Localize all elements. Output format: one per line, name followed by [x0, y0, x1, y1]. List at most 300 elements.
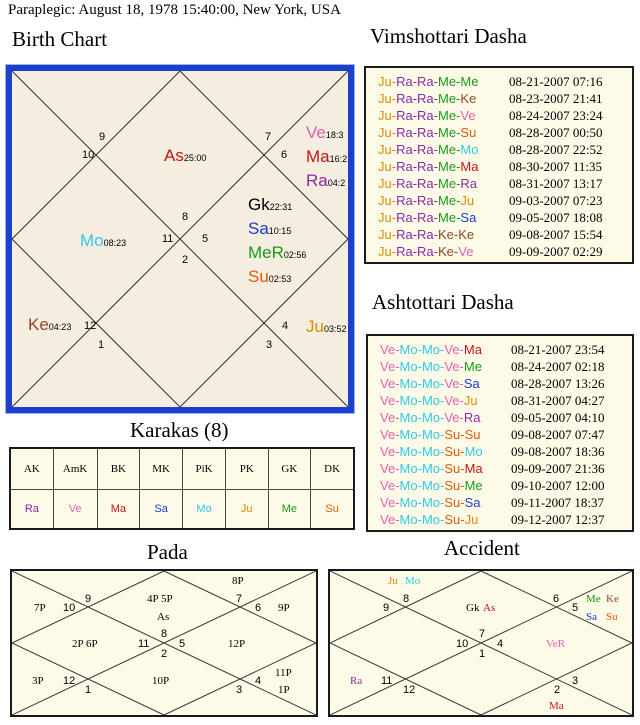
- karaka-value: Ra: [10, 490, 53, 530]
- separator: -: [456, 108, 461, 123]
- separator: -: [412, 210, 418, 225]
- separator: -: [417, 342, 422, 357]
- planet-degree: 08:23: [103, 238, 127, 248]
- separator: -: [395, 342, 400, 357]
- pada-label: As: [157, 611, 170, 623]
- dasha-date: 08-28-2007 22:52: [509, 142, 603, 157]
- separator: -: [417, 393, 422, 408]
- planet-abbrev: Mo: [399, 410, 418, 425]
- planet-degree: 18:3: [325, 130, 344, 140]
- dasha-period-code: [378, 244, 473, 259]
- separator: -: [395, 359, 400, 374]
- separator: -: [460, 427, 465, 442]
- separator: -: [453, 227, 459, 242]
- accident-label: Su: [606, 611, 618, 623]
- separator: -: [440, 410, 445, 425]
- house-number: 4: [497, 638, 504, 650]
- planet-abbrev: Ve: [444, 393, 460, 408]
- karaka-header: BK: [97, 448, 140, 490]
- planet-abbrev: Ra: [417, 193, 434, 208]
- dasha-period-code: [378, 142, 478, 157]
- dasha-date: 08-31-2007 13:17: [509, 176, 603, 191]
- planet-label: [248, 243, 306, 263]
- dasha-date: 08-24-2007 02:18: [511, 359, 605, 374]
- pada-label: 2P 6P: [72, 638, 98, 650]
- planet-label: [306, 147, 347, 167]
- separator: -: [412, 91, 418, 106]
- planet-abbrev: Mo: [399, 427, 418, 442]
- separator: -: [395, 376, 400, 391]
- karakas-value-row: [10, 490, 354, 530]
- planet-abbrev: Mo: [399, 461, 418, 476]
- planet-abbrev: Su: [464, 427, 481, 442]
- planet-abbrev: Ra: [396, 142, 413, 157]
- dasha-period-code: [380, 495, 481, 510]
- house-number: 9: [383, 602, 390, 614]
- planet-abbrev: Ve: [444, 342, 460, 357]
- planet-abbrev: Ju: [378, 176, 392, 191]
- planet-abbrev: Sa: [460, 210, 477, 225]
- planet-abbrev: Ju: [378, 108, 392, 123]
- planet-abbrev: Ra: [417, 227, 434, 242]
- planet-abbrev: Ve: [444, 359, 460, 374]
- planet-abbrev: Me: [438, 74, 457, 89]
- planet-abbrev: Mo: [399, 393, 418, 408]
- karaka-value: Ve: [53, 490, 97, 530]
- planet-abbrev: Me: [463, 359, 482, 374]
- planet-abbrev: Su: [444, 495, 461, 510]
- dasha-date: 08-24-2007 23:24: [509, 108, 603, 123]
- separator: -: [417, 410, 422, 425]
- separator: -: [417, 478, 422, 493]
- planet-abbrev: Ve: [460, 108, 476, 123]
- planet-abbrev: Ra: [396, 176, 413, 191]
- planet-abbrev: Ve: [380, 444, 396, 459]
- dasha-period-code: [378, 176, 477, 191]
- planet-abbrev: Ju: [463, 393, 478, 408]
- pada-label: 10P: [152, 675, 170, 687]
- house-number: 2: [554, 684, 561, 696]
- pada-label: 4P 5P: [147, 593, 173, 605]
- planet-abbrev: Mo: [421, 461, 440, 476]
- planet-abbrev: Mo: [399, 512, 418, 527]
- separator: -: [395, 427, 400, 442]
- accident-label: Ra: [350, 675, 363, 687]
- planet-abbrev: Sa: [463, 376, 480, 391]
- planet-abbrev: Su: [444, 512, 461, 527]
- planet-degree: 03:52: [323, 324, 347, 334]
- dasha-period-code: [380, 461, 483, 476]
- planet-abbrev: Me: [438, 193, 457, 208]
- separator: -: [391, 142, 397, 157]
- planet-abbrev: Mo: [399, 376, 418, 391]
- planet-name: Ke: [28, 315, 49, 334]
- birth-chart-title: Birth Chart: [12, 27, 108, 51]
- house-number: 5: [572, 602, 579, 614]
- planet-abbrev: Ke: [458, 227, 475, 242]
- planet-abbrev: Ra: [417, 210, 434, 225]
- dasha-period-code: [378, 193, 474, 208]
- separator: -: [391, 125, 397, 140]
- karakas-table: [9, 447, 355, 530]
- planet-abbrev: Ve: [380, 512, 396, 527]
- planet-name: MeR: [248, 243, 284, 262]
- house-number: 1: [98, 339, 105, 351]
- separator: -: [391, 108, 397, 123]
- separator: -: [395, 512, 400, 527]
- planet-abbrev: Ra: [417, 108, 434, 123]
- accident-label: VeR: [546, 638, 565, 650]
- planet-abbrev: Ve: [380, 376, 396, 391]
- planet-abbrev: Ra: [417, 159, 434, 174]
- planet-label: [248, 219, 291, 239]
- vimshottari-dasha-table: [364, 66, 634, 264]
- accident-chart: [328, 569, 634, 717]
- dasha-date: 08-28-2007 13:26: [511, 376, 605, 391]
- planet-abbrev: Ve: [380, 359, 396, 374]
- planet-abbrev: Mo: [399, 359, 418, 374]
- separator: -: [417, 512, 422, 527]
- separator: -: [456, 210, 461, 225]
- planet-abbrev: Ra: [417, 125, 434, 140]
- separator: -: [460, 512, 465, 527]
- separator: -: [412, 108, 418, 123]
- house-number: 1: [85, 684, 92, 696]
- separator: -: [460, 478, 465, 493]
- dasha-period-code: [380, 444, 483, 459]
- planet-abbrev: Ve: [380, 478, 396, 493]
- planet-name: Ra: [306, 171, 328, 190]
- vimshottari-title: Vimshottari Dasha: [370, 24, 527, 48]
- planet-abbrev: Me: [464, 478, 483, 493]
- planet-abbrev: Ve: [380, 461, 396, 476]
- planet-abbrev: Mo: [421, 478, 440, 493]
- planet-abbrev: Su: [444, 444, 461, 459]
- separator: -: [412, 125, 418, 140]
- karaka-header: GK: [268, 448, 311, 490]
- house-number: 6: [281, 149, 288, 161]
- planet-name: Ve: [306, 123, 326, 142]
- separator: -: [433, 193, 439, 208]
- planet-abbrev: Ju: [464, 512, 479, 527]
- separator: -: [456, 176, 461, 191]
- pada-label: 9P: [278, 602, 290, 614]
- pada-label: 7P: [34, 602, 46, 614]
- separator: -: [412, 74, 418, 89]
- planet-abbrev: Ju: [378, 74, 392, 89]
- planet-abbrev: Ra: [417, 244, 434, 259]
- karaka-value: Sa: [140, 490, 183, 530]
- planet-abbrev: Ju: [378, 159, 392, 174]
- planet-abbrev: Ve: [458, 244, 474, 259]
- house-number: 5: [202, 233, 209, 245]
- planet-abbrev: Ra: [417, 74, 434, 89]
- planet-abbrev: Su: [444, 427, 461, 442]
- dasha-date: 09-12-2007 12:37: [511, 512, 605, 527]
- pada-label: 8P: [232, 575, 244, 587]
- planet-name: Sa: [248, 219, 269, 238]
- separator: -: [417, 376, 422, 391]
- karaka-value: Ma: [97, 490, 140, 530]
- separator: -: [460, 444, 465, 459]
- separator: -: [460, 461, 465, 476]
- house-number: 6: [255, 602, 262, 614]
- separator: -: [391, 91, 397, 106]
- planet-abbrev: Ra: [396, 125, 413, 140]
- dasha-date: 09-03-2007 07:23: [509, 193, 603, 208]
- dasha-date: 08-28-2007 00:50: [509, 125, 603, 140]
- planet-abbrev: Ve: [444, 410, 460, 425]
- house-number: 2: [182, 254, 189, 266]
- accident-title: Accident: [444, 536, 520, 560]
- accident-label: Ma: [549, 700, 564, 712]
- separator: -: [412, 176, 418, 191]
- dasha-period-code: [378, 210, 476, 225]
- karakas-title: Karakas (8): [130, 418, 229, 442]
- accident-label: Ke: [606, 593, 619, 605]
- karaka-header: AK: [10, 448, 53, 490]
- planet-abbrev: Ve: [380, 410, 396, 425]
- planet-abbrev: Ve: [380, 393, 396, 408]
- planet-degree: 04:23: [48, 322, 72, 332]
- planet-abbrev: Su: [444, 478, 461, 493]
- dasha-period-code: [380, 359, 482, 374]
- planet-abbrev: Me: [438, 125, 457, 140]
- separator: -: [440, 461, 445, 476]
- pada-label: 12P: [228, 638, 246, 650]
- house-number: 10: [82, 149, 95, 161]
- planet-abbrev: Mo: [421, 495, 440, 510]
- accident-label: Mo: [405, 575, 421, 587]
- karaka-header: MK: [140, 448, 183, 490]
- planet-abbrev: Me: [438, 142, 457, 157]
- house-number: 8: [403, 593, 410, 605]
- dasha-date: 09-09-2007 21:36: [511, 461, 605, 476]
- house-number: 12: [84, 320, 97, 332]
- planet-abbrev: Mo: [421, 342, 440, 357]
- dasha-period-code: [380, 410, 481, 425]
- house-number: 7: [236, 593, 243, 605]
- separator: -: [433, 159, 439, 174]
- planet-name: Su: [248, 267, 269, 286]
- separator: -: [459, 342, 464, 357]
- house-number: 10: [63, 602, 76, 614]
- planet-name: Ma: [306, 147, 330, 166]
- planet-degree: 10:15: [268, 226, 292, 236]
- planet-abbrev: Ju: [378, 227, 392, 242]
- karaka-header: DK: [311, 448, 354, 490]
- dasha-date: 09-10-2007 12:00: [511, 478, 605, 493]
- planet-degree: 25:00: [183, 153, 207, 163]
- separator: -: [417, 444, 422, 459]
- house-number: 12: [63, 675, 76, 687]
- planet-name: Gk: [248, 195, 270, 214]
- planet-abbrev: Ra: [396, 91, 413, 106]
- planet-abbrev: Ra: [396, 227, 413, 242]
- separator: -: [395, 461, 400, 476]
- planet-abbrev: Me: [438, 91, 457, 106]
- planet-abbrev: Me: [438, 210, 457, 225]
- planet-abbrev: Ra: [396, 210, 413, 225]
- separator: -: [417, 495, 422, 510]
- dasha-period-code: [380, 376, 480, 391]
- dasha-period-code: [380, 427, 481, 442]
- dasha-date: 09-08-2007 18:36: [511, 444, 605, 459]
- planet-abbrev: Su: [460, 125, 477, 140]
- karaka-header: AmK: [53, 448, 97, 490]
- planet-abbrev: Mo: [421, 359, 440, 374]
- dasha-date: 08-31-2007 04:27: [511, 393, 605, 408]
- separator: -: [391, 159, 397, 174]
- planet-abbrev: Mo: [460, 142, 479, 157]
- separator: -: [417, 461, 422, 476]
- separator: -: [391, 193, 397, 208]
- house-number: 1: [479, 648, 486, 660]
- house-number: 11: [138, 638, 150, 650]
- birth-chart: [6, 65, 354, 413]
- page-header: Paraplegic: August 18, 1978 15:40:00, New York, USA: [8, 2, 341, 18]
- birth-chart-lines: [12, 71, 348, 407]
- dasha-date: 09-11-2007 18:37: [511, 495, 605, 510]
- dasha-date: 09-08-2007 07:47: [511, 427, 605, 442]
- planet-abbrev: Ma: [463, 342, 482, 357]
- dasha-date: 09-08-2007 15:54: [509, 227, 603, 242]
- separator: -: [456, 142, 461, 157]
- planet-abbrev: Ju: [378, 142, 392, 157]
- house-number: 3: [572, 675, 579, 687]
- planet-name: Mo: [80, 231, 104, 250]
- separator: -: [412, 159, 418, 174]
- separator: -: [459, 410, 464, 425]
- planet-abbrev: Mo: [421, 444, 440, 459]
- planet-abbrev: Me: [438, 108, 457, 123]
- planet-abbrev: Ve: [380, 427, 396, 442]
- planet-degree: 02:56: [283, 250, 307, 260]
- planet-label: [306, 123, 343, 143]
- house-number: 11: [381, 675, 393, 687]
- planet-abbrev: Ju: [378, 193, 392, 208]
- planet-abbrev: Me: [460, 74, 479, 89]
- separator: -: [440, 376, 445, 391]
- separator: -: [440, 478, 445, 493]
- planet-degree: 22:31: [269, 202, 293, 212]
- planet-abbrev: Ve: [380, 495, 396, 510]
- planet-abbrev: Mo: [421, 512, 440, 527]
- karaka-header: PiK: [183, 448, 226, 490]
- planet-label: [306, 171, 345, 191]
- house-number: 7: [265, 131, 272, 143]
- planet-abbrev: Mo: [421, 410, 440, 425]
- separator: -: [440, 512, 445, 527]
- dasha-date: 08-30-2007 11:35: [509, 159, 603, 174]
- accident-label: As: [483, 602, 496, 614]
- planet-abbrev: Mo: [421, 393, 440, 408]
- separator: -: [440, 444, 445, 459]
- planet-abbrev: Ra: [417, 142, 434, 157]
- separator: -: [417, 427, 422, 442]
- planet-abbrev: Me: [438, 159, 457, 174]
- dasha-date: 08-21-2007 23:54: [511, 342, 605, 357]
- dasha-period-code: [378, 74, 478, 89]
- separator: -: [459, 376, 464, 391]
- house-number: 4: [282, 320, 289, 332]
- accident-label: Ju: [388, 575, 398, 587]
- planet-abbrev: Ke: [438, 244, 454, 259]
- planet-abbrev: Ra: [417, 91, 434, 106]
- house-number: 12: [403, 684, 416, 696]
- separator: -: [391, 176, 397, 191]
- house-number: 4: [255, 675, 262, 687]
- separator: -: [433, 142, 439, 157]
- planet-label: [164, 146, 206, 166]
- planet-abbrev: Sa: [464, 495, 481, 510]
- planet-abbrev: Ra: [396, 159, 413, 174]
- planet-label: [248, 267, 291, 287]
- planet-abbrev: Ke: [460, 91, 477, 106]
- planet-abbrev: Ju: [378, 91, 392, 106]
- separator: -: [433, 176, 439, 191]
- accident-label: Me: [586, 593, 601, 605]
- accident-label: Gk: [466, 602, 480, 614]
- planet-abbrev: Ra: [417, 176, 434, 191]
- dasha-period-code: [378, 125, 476, 140]
- karaka-value: Mo: [183, 490, 226, 530]
- dasha-period-code: [380, 393, 478, 408]
- planet-label: [80, 231, 126, 251]
- separator: -: [433, 227, 439, 242]
- planet-degree: 04:2: [327, 178, 346, 188]
- karaka-value: Me: [268, 490, 311, 530]
- planet-abbrev: Ve: [380, 342, 396, 357]
- house-number: 8: [182, 211, 189, 223]
- dasha-period-code: [378, 227, 474, 242]
- dasha-period-code: [380, 478, 483, 493]
- planet-abbrev: Mo: [399, 478, 418, 493]
- separator: -: [460, 495, 465, 510]
- accident-label: Sa: [586, 611, 597, 623]
- planet-abbrev: Mo: [399, 342, 418, 357]
- separator: -: [433, 108, 439, 123]
- separator: -: [433, 244, 439, 259]
- pada-title: Pada: [147, 540, 188, 564]
- planet-abbrev: Ra: [396, 193, 413, 208]
- planet-label: [306, 317, 347, 337]
- dasha-period-code: [378, 91, 476, 106]
- pada-label: 3P: [32, 675, 44, 687]
- separator: -: [456, 125, 461, 140]
- separator: -: [453, 244, 459, 259]
- planet-abbrev: Ra: [396, 244, 413, 259]
- planet-abbrev: Ve: [444, 376, 460, 391]
- separator: -: [433, 210, 439, 225]
- separator: -: [433, 91, 439, 106]
- planet-abbrev: Me: [438, 176, 457, 191]
- planet-abbrev: Ju: [378, 244, 392, 259]
- planet-abbrev: Ju: [378, 125, 392, 140]
- dasha-period-code: [380, 512, 478, 527]
- separator: -: [456, 91, 461, 106]
- separator: -: [440, 393, 445, 408]
- separator: -: [391, 74, 397, 89]
- dasha-date: 09-05-2007 04:10: [511, 410, 605, 425]
- pada-label: 11P: [275, 667, 292, 679]
- planet-abbrev: Ke: [438, 227, 454, 242]
- dasha-period-code: [378, 108, 476, 123]
- planet-abbrev: Mo: [399, 444, 418, 459]
- planet-abbrev: Ra: [463, 410, 481, 425]
- separator: -: [456, 193, 461, 208]
- planet-abbrev: Mo: [399, 495, 418, 510]
